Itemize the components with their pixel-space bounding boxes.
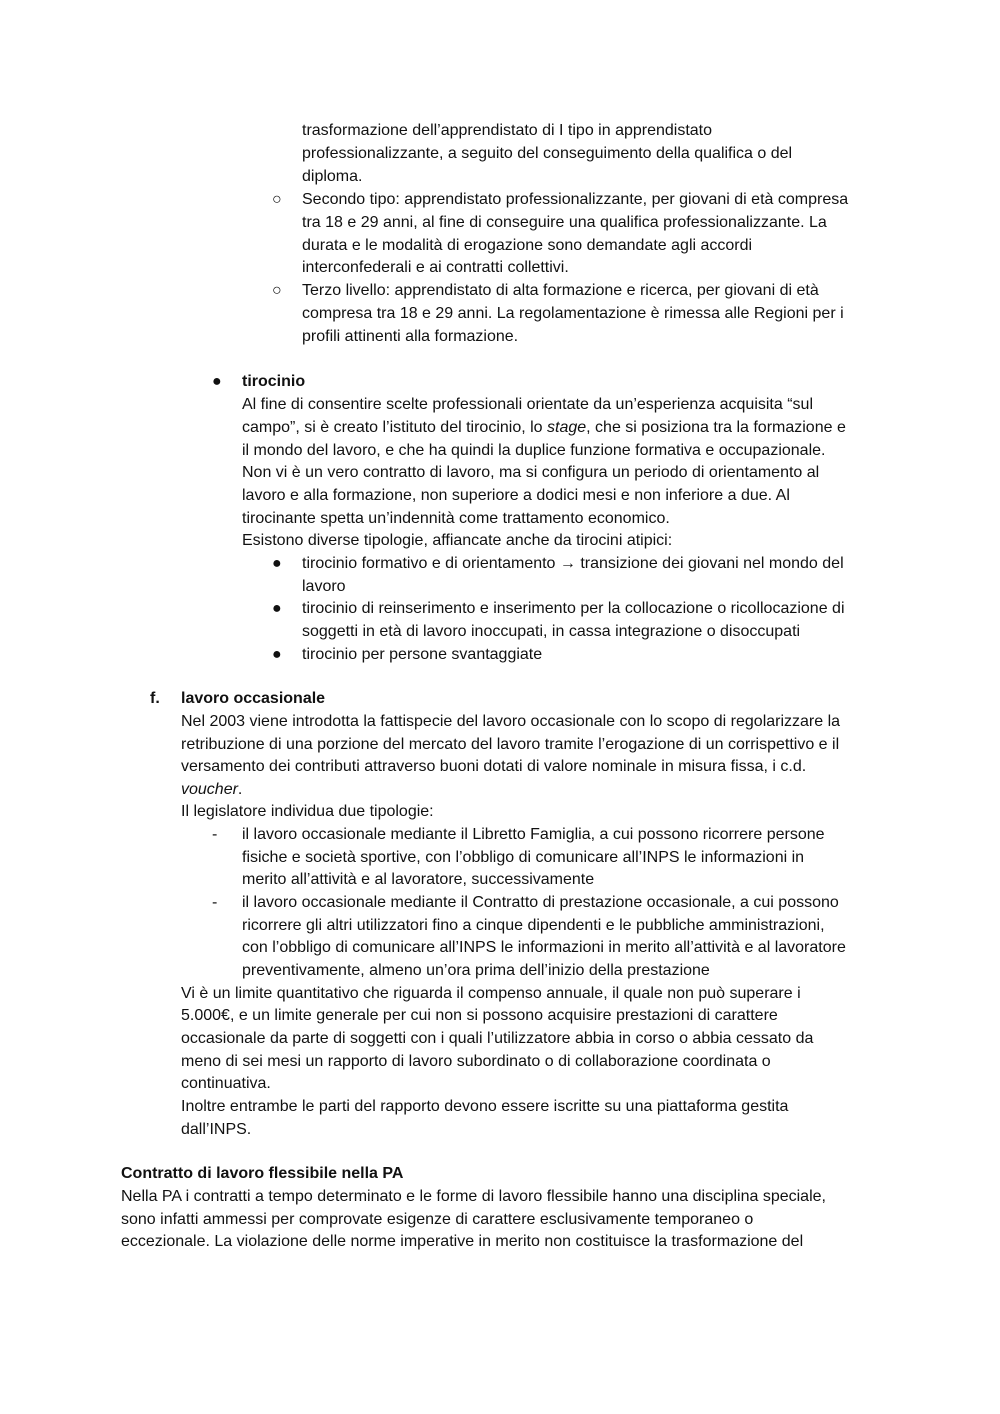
tirocinio-type-line: tirocinio di reinserimento e inserimento per la collocazione o ricollocazione di bbox=[302, 600, 845, 617]
lavoro-occasionale-closing-line: occasionale da parte di soggetti con i quali l’utilizzatore abbia in corso o abbia cessato da bbox=[181, 1030, 814, 1047]
lavoro-occasionale-closing-line: Inoltre entrambe le parti del rapporto devono essere iscritte su una piattaforma gestita bbox=[181, 1098, 789, 1115]
apprendistato-secondo-tipo-line: Secondo tipo: apprendistato professionalizzante, per giovani di età compresa bbox=[302, 191, 849, 208]
tirocinio-type-line: soggetti in età di lavoro inoccupati, in cassa integrazione o disoccupati bbox=[302, 623, 801, 640]
apprendistato-first-item-tail-line: professionalizzante, a seguito del conseguimento della qualifica o del bbox=[302, 145, 793, 162]
apprendistato-secondo-tipo-line: interconfederali e ai contratti collettivi. bbox=[302, 259, 569, 276]
tirocinio-paragraph-line: lavoro e alla formazione, non superiore a dodici mesi e non inferiore a due. Al bbox=[242, 487, 790, 504]
lavoro-occasionale-type-line: il lavoro occasionale mediante il Libretto Famiglia, a cui possono ricorrere persone bbox=[242, 826, 825, 843]
dash-bullet-icon: - bbox=[212, 826, 218, 843]
filled-bullet-icon: ● bbox=[212, 373, 222, 390]
tirocinio-type-line: tirocinio formativo e di orientamento → transizione dei giovani nel mondo del bbox=[302, 555, 844, 572]
lavoro-occasionale-heading: lavoro occasionale bbox=[181, 690, 326, 707]
lavoro-occasionale-type-line: con l’obbligo di comunicare all’INPS le informazioni in merito all’attività e al lavoratore bbox=[242, 939, 846, 956]
tirocinio-paragraph-line: tirocinante spetta un’indennità come trattamento economico. bbox=[242, 510, 670, 527]
filled-bullet-icon: ● bbox=[272, 600, 282, 617]
lavoro-occasionale-types-intro: Il legislatore individua due tipologie: bbox=[181, 803, 434, 820]
hollow-bullet-icon: ○ bbox=[272, 191, 282, 208]
pa-section-line: sono infatti ammessi per comprovate esigenze di carattere esclusivamente temporaneo o bbox=[121, 1211, 754, 1228]
tirocinio-paragraph-line bbox=[242, 417, 846, 440]
lavoro-occasionale-closing-line: continuativa. bbox=[181, 1075, 271, 1092]
lavoro-occasionale-type-line: ricorrere gli altri utilizzatori fino a cinque dipendenti e le pubbliche amministrazioni, bbox=[242, 917, 825, 934]
tirocinio-paragraph-line: Al fine di consentire scelte professionali orientate da un’esperienza acquisita “sul bbox=[242, 396, 813, 413]
tirocinio-text: , che si posiziona tra la formazione e bbox=[586, 419, 846, 436]
apprendistato-first-item-tail-line: trasformazione dell’apprendistato di I tipo in apprendistato bbox=[302, 122, 713, 139]
lavoro-occasionale-intro-line bbox=[181, 779, 242, 802]
tirocinio-paragraph-line: Esistono diverse tipologie, affiancate anche da tirocini atipici: bbox=[242, 532, 673, 549]
lavoro-occasionale-closing-line: meno di sei mesi un rapporto di lavoro subordinato o di collaborazione coordinata o bbox=[181, 1053, 771, 1070]
apprendistato-first-item-tail-line: diploma. bbox=[302, 168, 363, 185]
lavoro-occasionale-closing-line: 5.000€, e un limite generale per cui non si possono acquisire prestazioni di carattere bbox=[181, 1007, 778, 1024]
apprendistato-secondo-tipo-line: tra 18 e 29 anni, al fine di conseguire una qualifica professionalizzante. La bbox=[302, 214, 827, 231]
tirocinio-text: campo”, si è creato l’istituto del tirocinio, lo bbox=[242, 419, 548, 436]
pa-section-line: Nella PA i contratti a tempo determinato e le forme di lavoro flessibile hanno una disciplina speciale, bbox=[121, 1188, 826, 1205]
tirocinio-paragraph-line: il mondo del lavoro, e che ha quindi la duplice funzione formativa e occupazionale. bbox=[242, 442, 826, 459]
voucher-tail: . bbox=[237, 781, 243, 798]
lavoro-occasionale-closing-line: Vi è un limite quantitativo che riguarda il compenso annuale, il quale non può superare i bbox=[181, 985, 801, 1002]
apprendistato-terzo-livello-line: Terzo livello: apprendistato di alta formazione e ricerca, per giovani di età bbox=[302, 282, 819, 299]
filled-bullet-icon: ● bbox=[272, 555, 282, 572]
tirocinio-heading: tirocinio bbox=[242, 373, 306, 390]
apprendistato-secondo-tipo-line: durata e le modalità di erogazione sono demandate agli accordi bbox=[302, 237, 753, 254]
pa-section-heading: Contratto di lavoro flessibile nella PA bbox=[121, 1165, 404, 1182]
apprendistato-terzo-livello-line: profili attinenti alla formazione. bbox=[302, 328, 519, 345]
lavoro-occasionale-intro-line: retribuzione di una porzione del mercato del lavoro tramite l’erogazione di un corrispettivo e il bbox=[181, 736, 840, 753]
list-letter-marker: f. bbox=[150, 690, 160, 707]
tirocinio-paragraph-line: Non vi è un vero contratto di lavoro, ma si configura un periodo di orientamento al bbox=[242, 464, 820, 481]
filled-bullet-icon: ● bbox=[272, 646, 282, 663]
pa-section-line: eccezionale. La violazione delle norme imperative in merito non costituisce la trasformazione del bbox=[121, 1233, 804, 1250]
lavoro-occasionale-intro-line: Nel 2003 viene introdotta la fattispecie del lavoro occasionale con lo scopo di regolarizzare la bbox=[181, 713, 841, 730]
lavoro-occasionale-type-line: preventivamente, almeno un’ora prima dell’inizio della prestazione bbox=[242, 962, 710, 979]
tirocinio-type-line: lavoro bbox=[302, 578, 346, 595]
lavoro-occasionale-intro-line: versamento dei contributi attraverso buoni dotati di valore nominale in misura fissa, i c.d. bbox=[181, 758, 807, 775]
hollow-bullet-icon: ○ bbox=[272, 282, 282, 299]
lavoro-occasionale-closing-line: dall’INPS. bbox=[181, 1121, 252, 1138]
dash-bullet-icon: - bbox=[212, 894, 218, 911]
lavoro-occasionale-type-line: merito all’attività e al lavoratore, successivamente bbox=[242, 871, 595, 888]
tirocinio-type-line: tirocinio per persone svantaggiate bbox=[302, 646, 543, 663]
stage-italic-term: stage bbox=[547, 419, 587, 436]
lavoro-occasionale-type-line: il lavoro occasionale mediante il Contratto di prestazione occasionale, a cui possono bbox=[242, 894, 839, 911]
voucher-italic-term: voucher bbox=[181, 781, 238, 798]
lavoro-occasionale-type-line: fisiche e società sportive, con l’obbligo di comunicare all’INPS le informazioni in bbox=[242, 849, 805, 866]
apprendistato-terzo-livello-line: compresa tra 18 e 29 anni. La regolamentazione è rimessa alle Regioni per i bbox=[302, 305, 844, 322]
